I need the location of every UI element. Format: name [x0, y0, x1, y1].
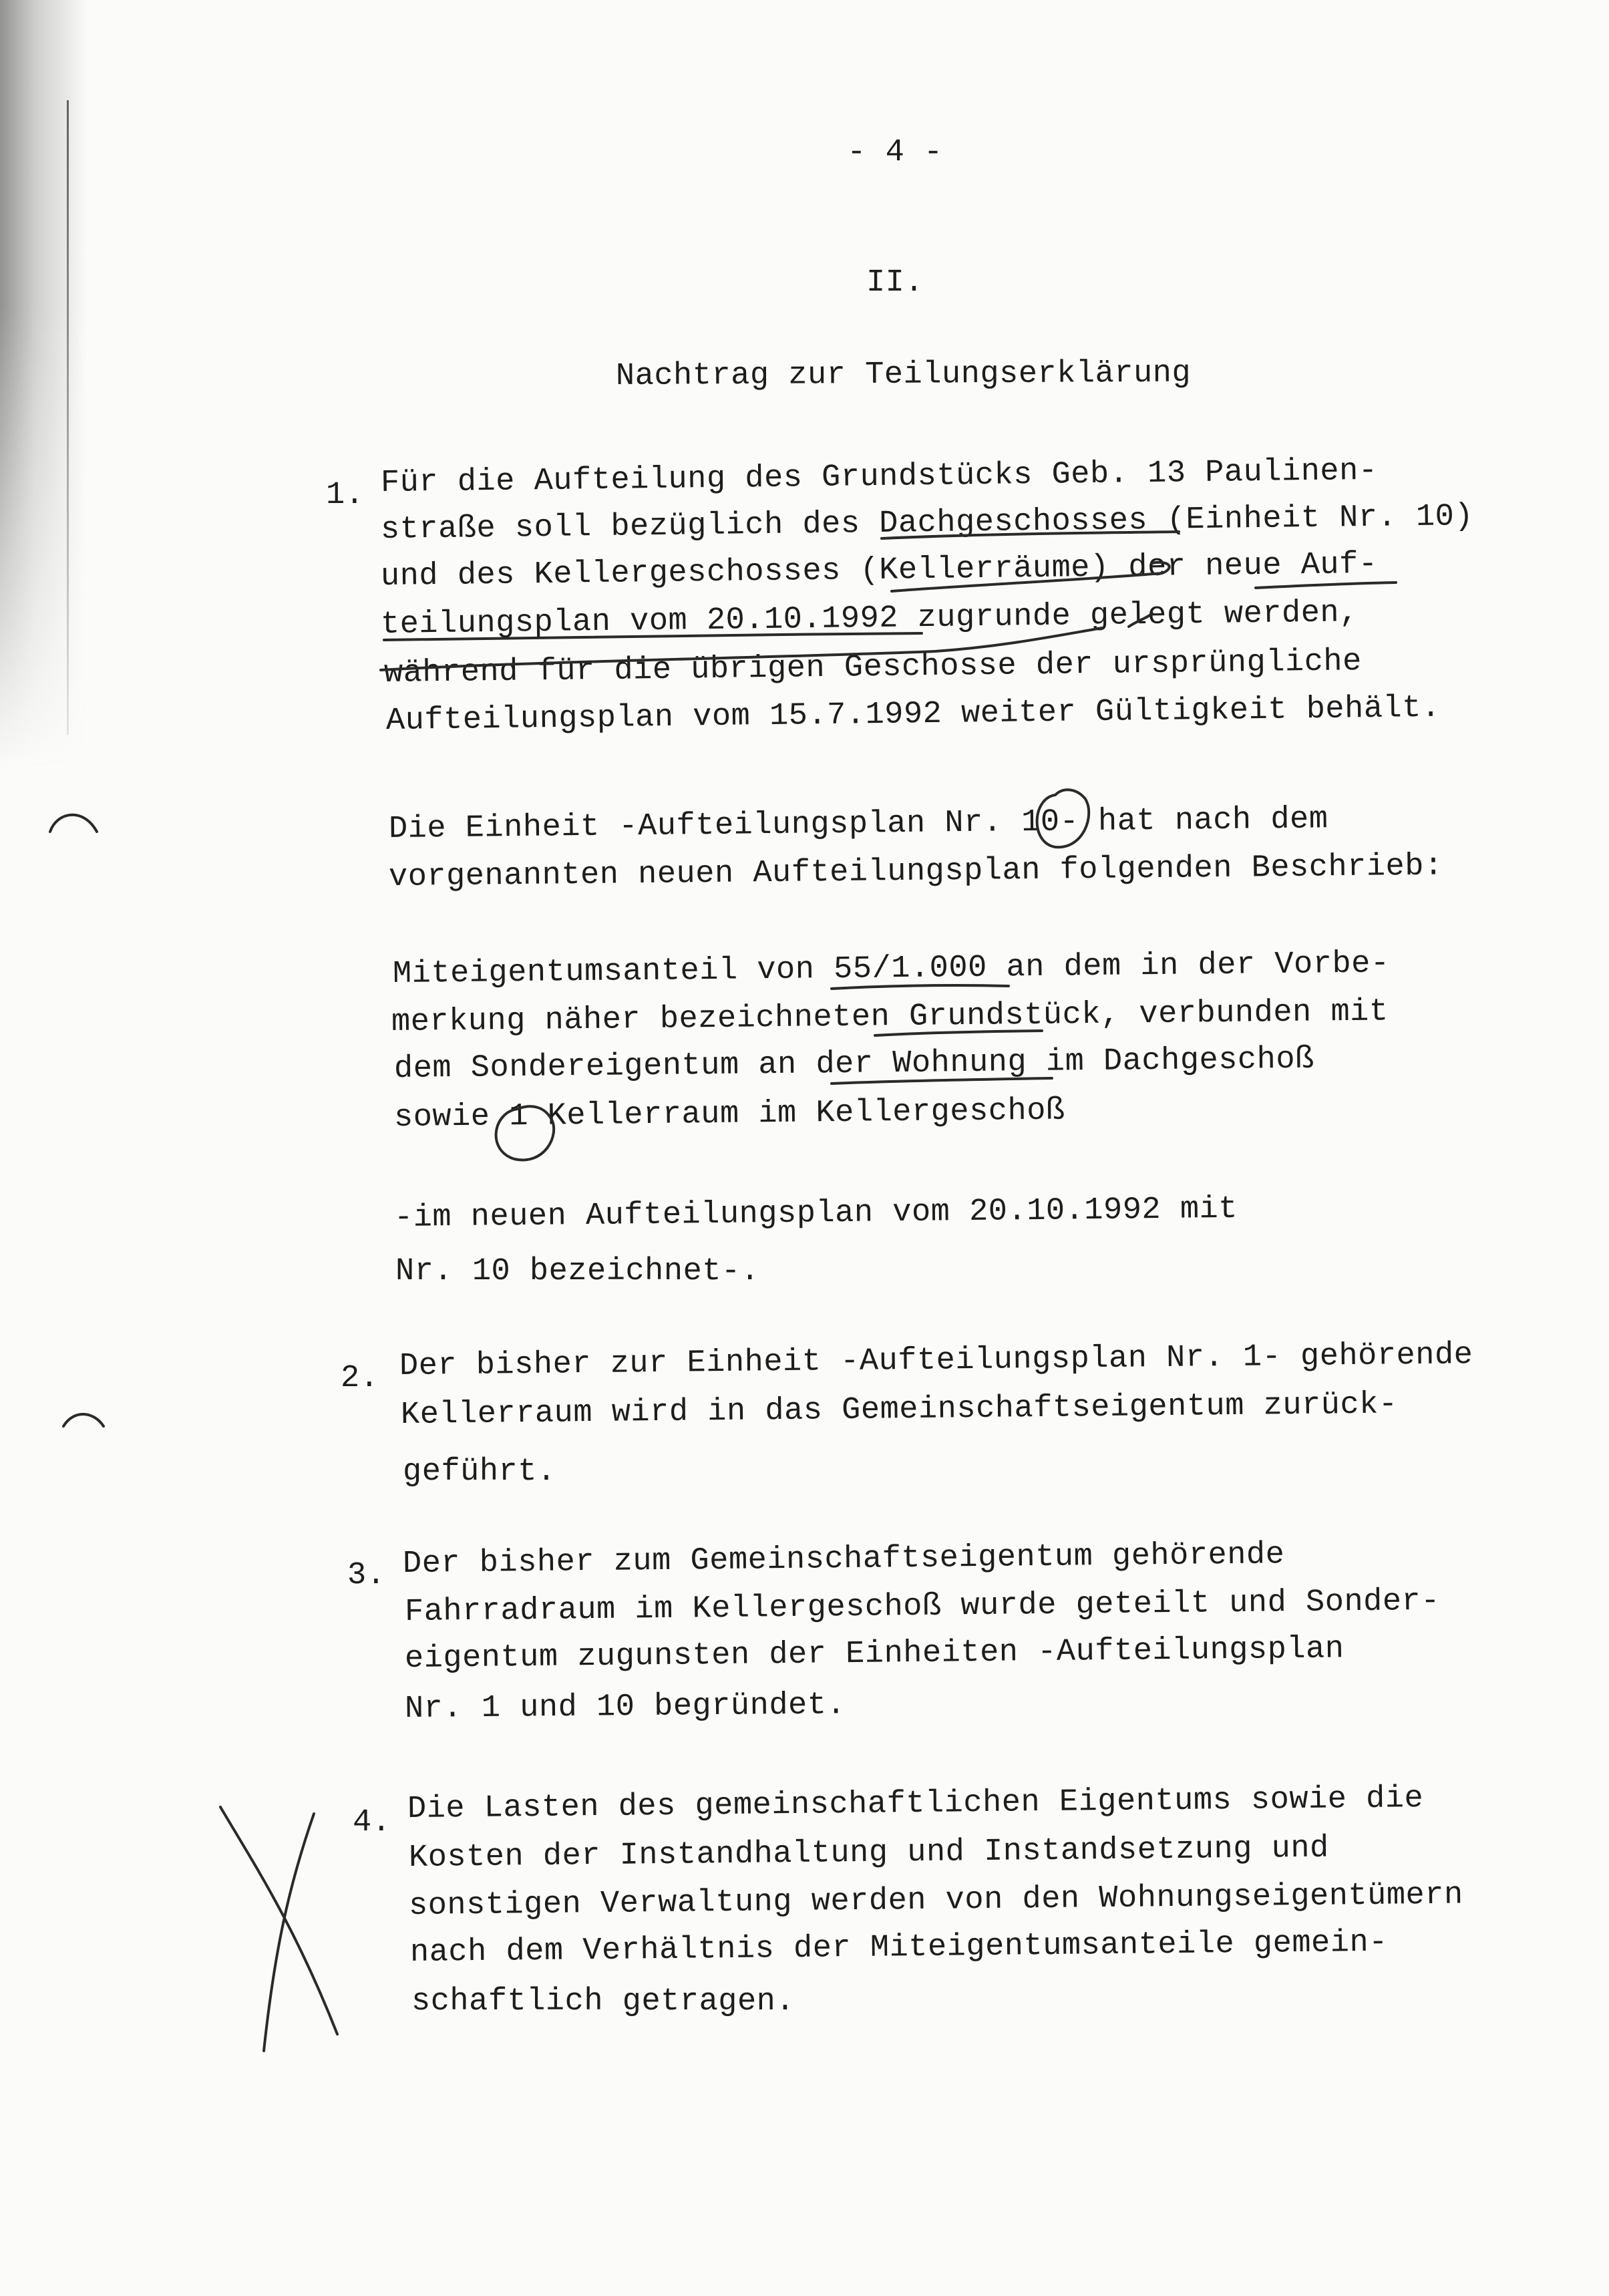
item-4-line-4: nach dem Verhältnis der Miteigentumsanteile gemein- [409, 1925, 1389, 1971]
item-2-line-1: Der bisher zur Einheit -Aufteilungsplan Nr. 1- gehörende [399, 1337, 1473, 1384]
item-1-para-2-line-2: vorgenannten neuen Aufteilungsplan folgenden Beschrieb: [388, 848, 1443, 895]
item-3-line-2: Fahrradraum im Kellergeschoß wurde geteilt und Sonder- [404, 1583, 1441, 1630]
item-1-para-3-line-2: merkung näher bezeichneten Grundstück, verbunden mit [391, 994, 1389, 1040]
item-3-number: 3. [347, 1558, 386, 1593]
item-1-line-5: während für die übrigen Geschosse der ursprüngliche [383, 644, 1363, 691]
item-3-line-3: eigentum zugunsten der Einheiten -Aufteilungsplan [404, 1631, 1345, 1677]
item-2-line-2: Kellerraum wird in das Gemeinschaftseigentum zurück- [400, 1387, 1398, 1433]
item-1-para-4-line-2: Nr. 10 bezeichnet-. [395, 1254, 760, 1289]
item-4-line-3: sonstigen Verwaltung werden von den Wohnungseigentümern [408, 1877, 1463, 1924]
cross-mark-stroke-b [264, 1814, 314, 2051]
item-1-line-1: Für die Aufteilung des Grundstücks Geb. 13 Paulinen- [380, 453, 1378, 501]
item-1-line-2: straße soll bezüglich des Dachgeschosses (Einheit Nr. 10) [380, 499, 1474, 548]
page-number: - 4 - [847, 135, 943, 170]
item-1-line-6: Aufteilungsplan vom 15.7.1992 weiter Gültigkeit behält. [385, 690, 1441, 739]
item-2-number: 2. [341, 1361, 379, 1396]
cross-mark-stroke-a [220, 1807, 337, 2034]
item-3-line-1: Der bisher zum Gemeinschaftseigentum gehörende [402, 1537, 1285, 1582]
item-1-para-3-line-1: Miteigentumsanteil von 55/1.000 an dem in der Vorbe- [392, 946, 1390, 992]
scan-binding-shadow [0, 0, 87, 768]
item-4-number: 4. [353, 1805, 391, 1840]
item-1-para-3-line-3: dem Sondereigentum an der Wohnung im Dachgeschoß [393, 1041, 1315, 1087]
item-4-line-1: Die Lasten des gemeinschaftlichen Eigentums sowie die [407, 1781, 1424, 1827]
item-1-line-3: und des Kellergeschosses (Kellerräume) der neue Auf- [380, 546, 1378, 595]
margin-arc-top [50, 815, 97, 832]
item-2-line-3: geführt. [403, 1454, 556, 1490]
scan-binding-edge [67, 100, 69, 735]
item-1-number: 1. [326, 478, 365, 513]
item-1-para-4-line-1: -im neuen Aufteilungsplan vom 20.10.1992 mit [393, 1191, 1238, 1236]
item-1-para-2-line-1: Die Einheit -Aufteilungsplan Nr. 10- hat nach dem [388, 802, 1328, 847]
section-numeral: II. [866, 265, 924, 301]
item-4-line-5: schaftlich getragen. [411, 1984, 795, 2019]
item-3-line-4: Nr. 1 und 10 begründet. [404, 1687, 846, 1727]
section-heading: Nachtrag zur Teilungserklärung [615, 355, 1192, 394]
item-4-line-2: Kosten der Instandhaltung und Instandsetzung und [408, 1830, 1330, 1876]
margin-arc-middle [63, 1414, 104, 1426]
item-1-para-3-line-4: sowie 1 Kellerraum im Kellergeschoß [393, 1093, 1065, 1136]
item-1-line-4: teilungsplan vom 20.10.1992 zugrunde gelegt werden, [380, 595, 1359, 643]
